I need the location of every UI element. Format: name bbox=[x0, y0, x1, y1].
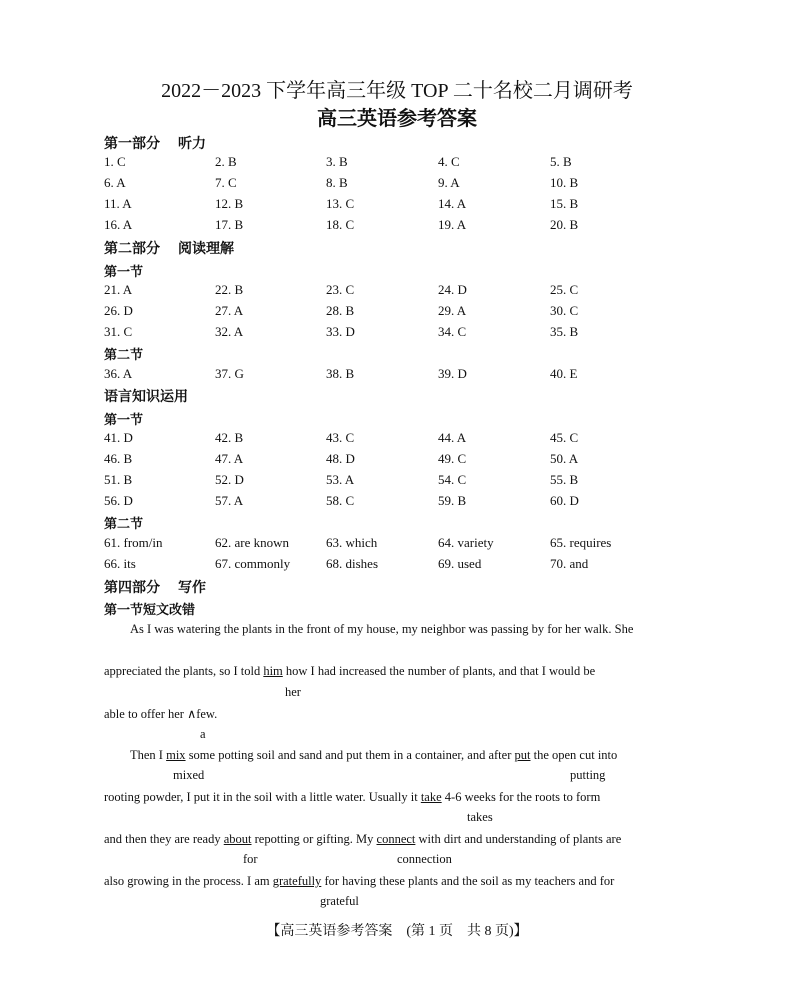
answer-item: 49. C bbox=[438, 451, 467, 466]
correction: putting bbox=[570, 768, 606, 782]
answer-row bbox=[104, 366, 704, 384]
part4-name: 写作 bbox=[178, 580, 206, 596]
answer-key-title: 高三英语参考答案 bbox=[317, 108, 477, 130]
answer-item: 13. C bbox=[326, 196, 355, 211]
part3-section2-heading: 第二节 bbox=[104, 517, 144, 532]
answer-item: 3. B bbox=[326, 154, 348, 169]
answer-item: 45. C bbox=[550, 430, 579, 445]
answer-item: 10. B bbox=[550, 175, 579, 190]
correction: her bbox=[285, 685, 301, 699]
answer-row bbox=[104, 472, 704, 490]
correction: connection bbox=[397, 852, 452, 866]
answer-item: 66. its bbox=[104, 556, 136, 571]
answer-item: 2. B bbox=[215, 154, 237, 169]
answer-item: 8. B bbox=[326, 175, 348, 190]
answer-item: 28. B bbox=[326, 303, 355, 318]
answer-row bbox=[104, 535, 704, 553]
answer-row bbox=[104, 217, 704, 235]
part1-label: 第一部分 bbox=[104, 136, 160, 152]
answer-item: 19. A bbox=[438, 217, 467, 232]
essay-text: the open cut into bbox=[530, 748, 618, 762]
answer-row bbox=[104, 556, 704, 574]
answer-item: 33. D bbox=[326, 324, 355, 339]
answer-item: 53. A bbox=[326, 472, 355, 487]
answer-item: 31. C bbox=[104, 324, 133, 339]
answer-item: 52. D bbox=[215, 472, 244, 487]
answer-row bbox=[104, 282, 704, 300]
essay-line-6 bbox=[104, 832, 621, 847]
essay-text: Then I bbox=[130, 748, 167, 762]
essay-text: repotting or gifting. My bbox=[251, 832, 377, 846]
correction: a bbox=[200, 727, 206, 741]
answer-item: 16. A bbox=[104, 217, 133, 232]
error-word: mix bbox=[166, 748, 186, 762]
essay-text: and then they are ready bbox=[104, 832, 224, 846]
answer-item: 22. B bbox=[215, 282, 244, 297]
answer-item: 20. B bbox=[550, 217, 579, 232]
answer-row bbox=[104, 175, 704, 193]
answer-item: 63. which bbox=[326, 535, 378, 550]
error-word: take bbox=[420, 790, 442, 804]
answer-item: 36. A bbox=[104, 366, 133, 381]
essay-line-7 bbox=[104, 874, 614, 889]
part4-section1-label: 第一节 bbox=[104, 603, 144, 618]
answer-item: 23. C bbox=[326, 282, 355, 297]
answer-row bbox=[104, 154, 704, 172]
answer-item: 41. D bbox=[104, 430, 133, 445]
part2-heading bbox=[104, 238, 234, 258]
answer-item: 27. A bbox=[215, 303, 244, 318]
essay-text: for having these plants and the soil as my teachers and for bbox=[321, 874, 615, 888]
essay-line-3: able to offer her ∧few. bbox=[104, 707, 218, 721]
answer-item: 46. B bbox=[104, 451, 133, 466]
part1-heading bbox=[104, 133, 206, 153]
answer-item: 15. B bbox=[550, 196, 579, 211]
answer-row bbox=[104, 303, 704, 321]
answer-item: 57. A bbox=[215, 493, 244, 508]
answer-item: 47. A bbox=[215, 451, 244, 466]
answer-item: 37. G bbox=[215, 366, 244, 381]
part4-section1-heading bbox=[104, 599, 195, 618]
answer-item: 60. D bbox=[550, 493, 579, 508]
answer-item: 67. commonly bbox=[215, 556, 291, 571]
part4-label: 第四部分 bbox=[104, 580, 160, 596]
answer-item: 34. C bbox=[438, 324, 467, 339]
part2-section1-heading: 第一节 bbox=[104, 265, 144, 280]
part2-name: 阅读理解 bbox=[178, 241, 234, 257]
answer-item: 54. C bbox=[438, 472, 467, 487]
answer-item: 50. A bbox=[550, 451, 579, 466]
answer-item: 62. are known bbox=[215, 535, 290, 550]
answer-item: 26. D bbox=[104, 303, 133, 318]
answer-row bbox=[104, 451, 704, 469]
error-word: him bbox=[263, 664, 283, 678]
error-word: connect bbox=[376, 832, 416, 846]
answer-item: 4. C bbox=[438, 154, 460, 169]
answer-item: 24. D bbox=[438, 282, 467, 297]
answer-item: 56. D bbox=[104, 493, 133, 508]
part2-label: 第二部分 bbox=[104, 241, 160, 257]
page-footer: 【高三英语参考答案 (第 1 页 共 8 页)】 bbox=[266, 924, 528, 939]
answer-item: 35. B bbox=[550, 324, 579, 339]
correction: mixed bbox=[173, 768, 205, 782]
correction: for bbox=[243, 852, 258, 866]
answer-item: 48. D bbox=[326, 451, 355, 466]
answer-item: 42. B bbox=[215, 430, 244, 445]
answer-item: 64. variety bbox=[438, 535, 494, 550]
answer-item: 44. A bbox=[438, 430, 467, 445]
answer-item: 6. A bbox=[104, 175, 126, 190]
answer-item: 61. from/in bbox=[104, 535, 163, 550]
answer-item: 5. B bbox=[550, 154, 572, 169]
essay-text: with dirt and understanding of plants are bbox=[415, 832, 622, 846]
part4-heading bbox=[104, 577, 206, 597]
essay-line-1: As I was watering the plants in the front of my house, my neighbor was passing by for her walk. She bbox=[130, 622, 634, 636]
essay-line-5 bbox=[104, 790, 600, 805]
answer-item: 1. C bbox=[104, 154, 126, 169]
essay-text: also growing in the process. I am bbox=[104, 874, 273, 888]
answer-item: 17. B bbox=[215, 217, 244, 232]
answer-item: 11. A bbox=[104, 196, 132, 211]
answer-item: 21. A bbox=[104, 282, 133, 297]
exam-title: 2022－2023 下学年高三年级 TOP 二十名校二月调研考 bbox=[161, 80, 633, 102]
answer-item: 55. B bbox=[550, 472, 579, 487]
answer-item: 14. A bbox=[438, 196, 467, 211]
correction: grateful bbox=[320, 894, 359, 908]
answer-item: 68. dishes bbox=[326, 556, 378, 571]
part4-section1-name: 短文改错 bbox=[143, 603, 196, 618]
answer-item: 25. C bbox=[550, 282, 579, 297]
correction: takes bbox=[467, 810, 493, 824]
essay-line-4 bbox=[130, 748, 617, 763]
part3-heading: 语言知识运用 bbox=[104, 389, 188, 405]
answer-item: 12. B bbox=[215, 196, 244, 211]
part1-name: 听力 bbox=[178, 136, 206, 152]
error-word: about bbox=[223, 832, 252, 846]
answer-item: 39. D bbox=[438, 366, 467, 381]
answer-row bbox=[104, 196, 704, 214]
essay-text: 4-6 weeks for the roots to form bbox=[441, 790, 601, 804]
answer-row bbox=[104, 430, 704, 448]
answer-item: 29. A bbox=[438, 303, 467, 318]
answer-item: 18. C bbox=[326, 217, 355, 232]
part3-section1-heading: 第一节 bbox=[104, 413, 144, 428]
answer-item: 30. C bbox=[550, 303, 579, 318]
answer-item: 65. requires bbox=[550, 535, 612, 550]
essay-text: rooting powder, I put it in the soil with a little water. Usually it bbox=[104, 790, 421, 804]
answer-item: 7. C bbox=[215, 175, 237, 190]
answer-item: 9. A bbox=[438, 175, 460, 190]
essay-text: how I had increased the number of plants, and that I would be bbox=[282, 664, 596, 678]
error-word: gratefully bbox=[272, 874, 322, 888]
essay-text: some potting soil and sand and put them in a container, and after bbox=[185, 748, 515, 762]
essay-line-2 bbox=[104, 664, 595, 679]
answer-item: 59. B bbox=[438, 493, 467, 508]
essay-text: appreciated the plants, so I told bbox=[104, 664, 264, 678]
error-word: put bbox=[514, 748, 531, 762]
answer-item: 43. C bbox=[326, 430, 355, 445]
answer-item: 40. E bbox=[550, 366, 578, 381]
answer-item: 38. B bbox=[326, 366, 355, 381]
part2-section2-heading: 第二节 bbox=[104, 348, 144, 363]
answer-row bbox=[104, 493, 704, 511]
answer-item: 69. used bbox=[438, 556, 482, 571]
answer-item: 70. and bbox=[550, 556, 589, 571]
answer-item: 51. B bbox=[104, 472, 133, 487]
answer-item: 58. C bbox=[326, 493, 355, 508]
answer-item: 32. A bbox=[215, 324, 244, 339]
answer-row bbox=[104, 324, 704, 342]
